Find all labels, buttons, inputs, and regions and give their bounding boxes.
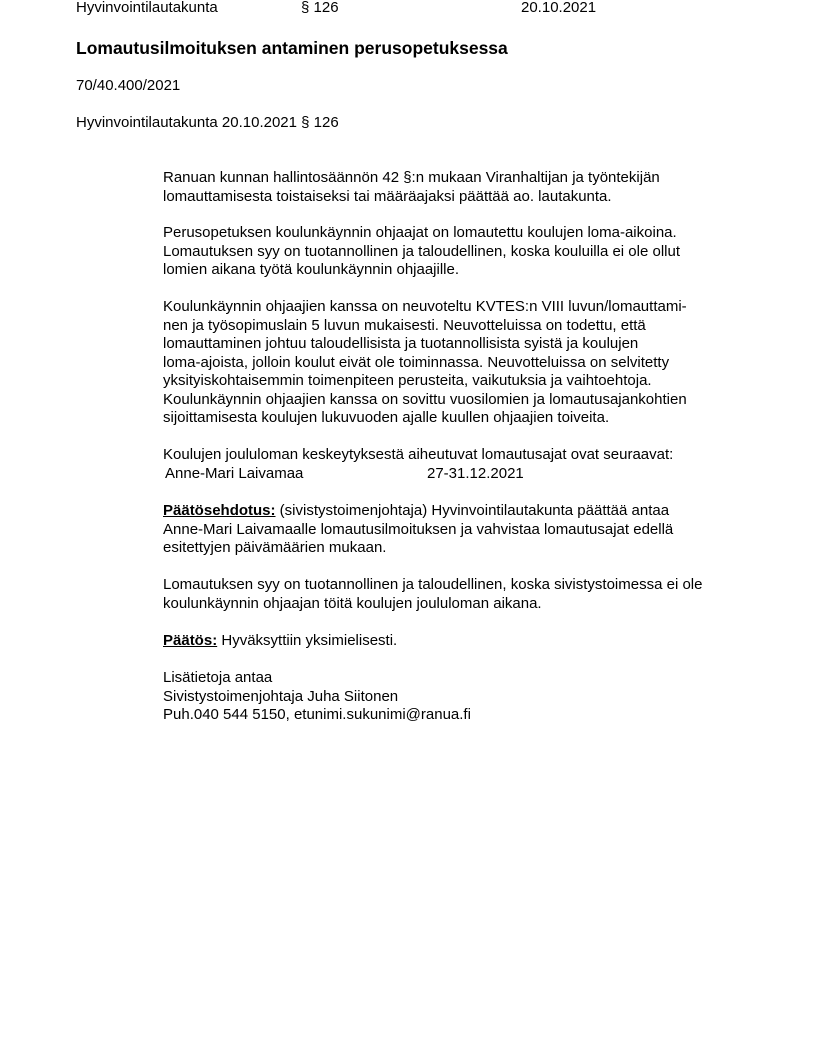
text-line: Lomautuksen syy on tuotannollinen ja taloudellinen, koska sivistystoimessa ei ole: [163, 576, 703, 593]
paragraph-4: [163, 446, 763, 484]
text-line: Koulunkäynnin ohjaajien kanssa on sovittu vuosilomien ja lomautusajankohtien: [163, 390, 687, 408]
text-line: loma-ajoista, jolloin koulut eivät ole toiminnassa. Neuvotteluissa on selvitetty: [163, 353, 670, 371]
paragraph-1: [163, 169, 763, 206]
layoff-period: 27-31.12.2021: [427, 464, 524, 482]
decision-text: Hyväksyttiin yksimielisesti.: [217, 632, 398, 649]
contact-line: Sivistystoimenjohtaja Juha Siitonen: [163, 687, 399, 705]
contact-line: Puh.040 544 5150, etunimi.sukunimi@ranua.fi: [163, 706, 471, 723]
text-line: koulunkäynnin ohjaajan töitä koulujen joululoman aikana.: [163, 594, 542, 612]
text-line: lomien aikana työtä koulunkäynnin ohjaajille.: [163, 261, 460, 278]
document-title: Lomautusilmoituksen antaminen perusopetuksessa: [76, 38, 508, 58]
layoff-entry: [163, 465, 763, 484]
text-line: yksityiskohtaisemmin toimenpiteen perusteita, vaikutuksia ja vaihtoehtoja.: [163, 372, 652, 389]
text-line: nen ja työsopimuslain 5 luvun mukaisesti. Neuvotteluissa on todettu, että: [163, 316, 646, 334]
meeting-reference: Hyvinvointilautakunta 20.10.2021 § 126: [76, 114, 339, 131]
text-line: Ranuan kunnan hallintosäännön 42 §:n mukaan Viranhaltijan ja työntekijän: [163, 169, 660, 186]
text-line: esitettyjen päivämäärien mukaan.: [163, 539, 387, 556]
decision: [163, 632, 763, 651]
text-line: Anne-Mari Laivamaalle lomautusilmoituksen ja vahvistaa lomautusajat edellä: [163, 520, 674, 538]
text-line: sijoittamisesta koulujen lukuvuoden ajalle kuullen ohjaajien toiveita.: [163, 409, 610, 426]
decision-proposal: [163, 502, 763, 558]
contact-line: Lisätietoja antaa: [163, 669, 273, 686]
paragraph-5: [163, 576, 763, 613]
text-line: Koulunkäynnin ohjaajien kanssa on neuvoteltu KVTES:n VIII luvun/lomauttami-: [163, 298, 687, 315]
text-line: Koulujen joululoman keskeytyksestä aiheutuvat lomautusajat ovat seuraavat:: [163, 446, 674, 463]
decision-label: Päätös:: [163, 632, 218, 649]
record-number: 70/40.400/2021: [76, 77, 181, 94]
paragraph-2: [163, 224, 763, 280]
text-line: Lomautuksen syy on tuotannollinen ja taloudellinen, koska kouluilla ei ole ollut: [163, 242, 681, 260]
employee-name: Anne-Mari Laivamaa: [165, 464, 304, 482]
text-line: lomauttamisesta toistaiseksi tai määräajaksi päättää ao. lautakunta.: [163, 187, 612, 205]
header-section: § 126: [301, 0, 339, 16]
header-date: 20.10.2021: [521, 0, 597, 16]
contact-info: [163, 669, 763, 725]
header-committee: Hyvinvointilautakunta: [76, 0, 218, 16]
proposal-text: (sivistystoimenjohtaja) Hyvinvointilautakunta päättää antaa: [275, 502, 670, 519]
proposal-label: Päätösehdotus:: [163, 502, 276, 519]
text-line: lomauttaminen johtuu taloudellisista ja tuotannollisista syistä ja koulujen: [163, 335, 639, 352]
paragraph-3: [163, 298, 763, 428]
text-line: Perusopetuksen koulunkäynnin ohjaajat on lomautettu koulujen loma-aikoina.: [163, 224, 677, 241]
